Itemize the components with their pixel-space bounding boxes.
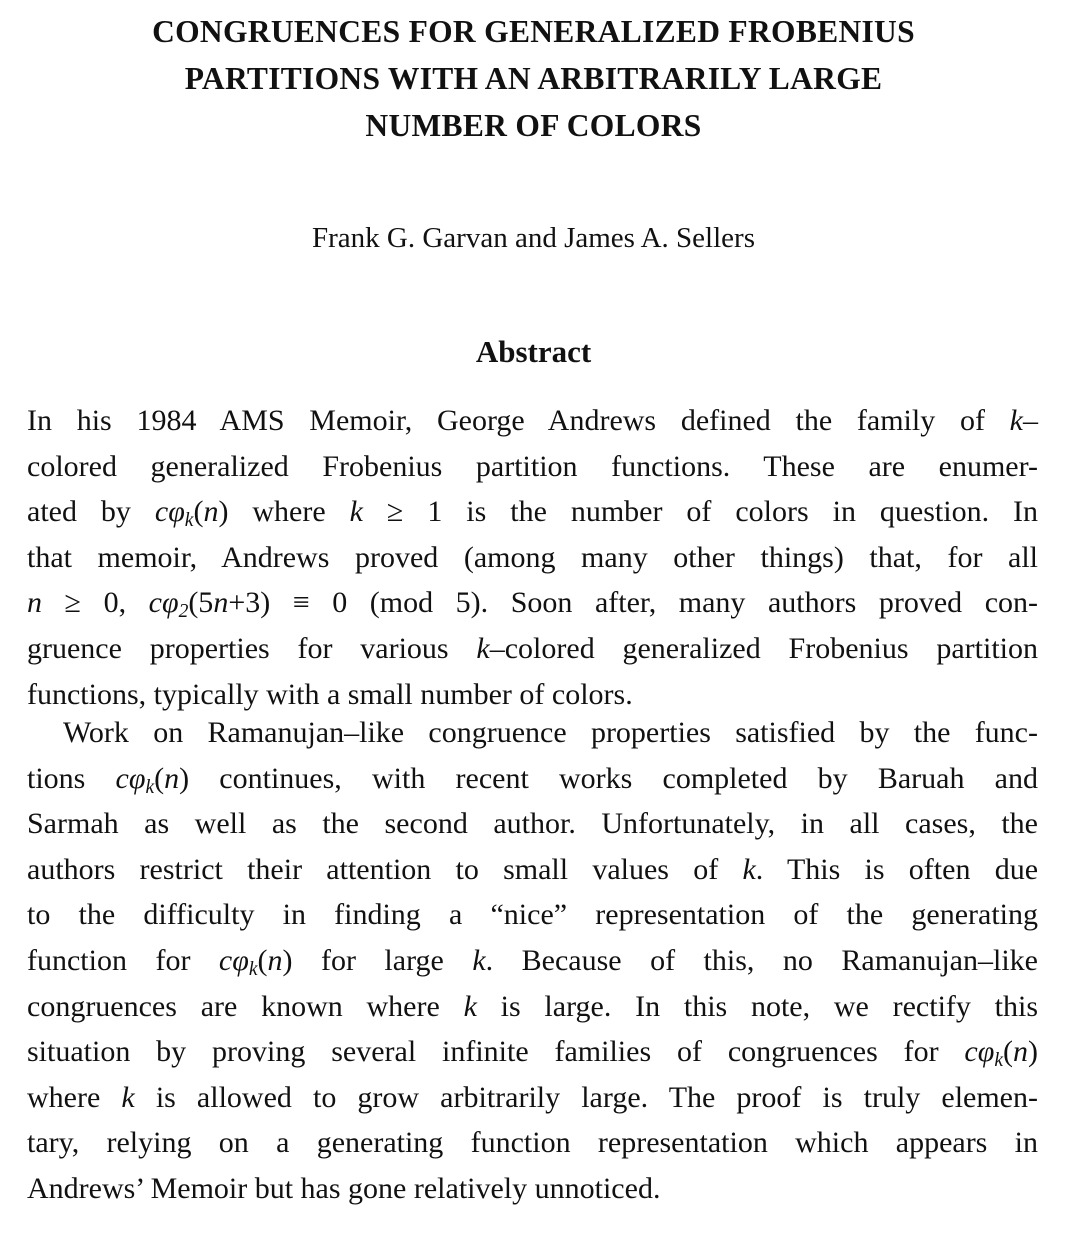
abstract-paragraph-2	[27, 710, 1038, 1212]
text-line: Sarmah as well as the second author. Unfortunately, in all cases, the	[27, 807, 1038, 841]
text-line: n ≥ 0, $c\varphi_2(5n+3) \equiv 0$ (mod 5). Soon after, many authors proved con-	[27, 586, 1039, 623]
text-line: tary, relying on a generating function representation which appears in	[27, 1126, 1038, 1160]
text-line: situation by proving several infinite families of congruences for $c\varphi_k(n)$	[27, 1035, 1038, 1072]
abstract-paragraph-1	[27, 398, 1038, 717]
text-line: where k is allowed to grow arbitrarily large. The proof is truly elemen-	[27, 1080, 1038, 1114]
title-line: PARTITIONS WITH AN ARBITRARILY LARGE	[184, 61, 883, 96]
text-line: Andrews’ Memoir but has gone relatively unnoticed.	[27, 1171, 661, 1205]
text-line: functions, typically with a small number of colors.	[27, 677, 633, 711]
text-line: function for $c\varphi_k(n)$ for large k. Because of this, no Ramanujan–like	[27, 943, 1038, 980]
text-line: Work on Ramanujan–like congruence properties satisfied by the func-	[63, 716, 1038, 749]
abstract-heading: Abstract	[475, 334, 592, 369]
text-line: colored generalized Frobenius partition functions. These are enumer-	[27, 449, 1038, 483]
paper-title	[0, 8, 1067, 149]
title-line: CONGRUENCES FOR GENERALIZED FROBENIUS	[152, 14, 915, 49]
authors: Frank G. Garvan and James A. Sellers	[312, 222, 755, 254]
title-line: NUMBER OF COLORS	[365, 108, 702, 143]
text-line: authors restrict their attention to small values of k. This is often due	[27, 852, 1039, 886]
text-line: that memoir, Andrews proved (among many other things) that, for all	[27, 540, 1038, 574]
text-line: congruences are known where k is large. In this note, we rectify this	[27, 989, 1039, 1023]
text-line: In his 1984 AMS Memoir, George Andrews defined the family of k–	[27, 404, 1038, 437]
text-line: to the difficulty in finding a “nice” representation of the generating	[27, 898, 1038, 932]
text-line: tions $c\varphi_k(n)$ continues, with recent works completed by Baruah and	[27, 761, 1038, 798]
text-line: ated by $c\varphi_k(n)$ where k ≥ 1 is the number of colors in question. In	[27, 495, 1039, 532]
text-line: gruence properties for various k–colored generalized Frobenius partition	[27, 631, 1038, 665]
